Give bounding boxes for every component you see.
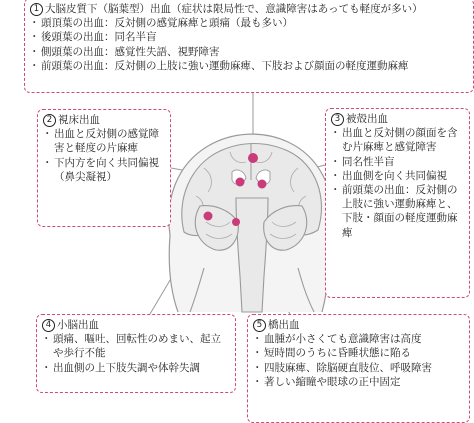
list-item: ・ 著しい縮瞳や眼球の正中固定 xyxy=(253,375,464,389)
callout-pontine-hemorrhage xyxy=(247,314,470,423)
callout-list xyxy=(43,127,165,184)
list-item: ・ 出血と反対側の顔面を含む片麻痺と感覚障害 xyxy=(331,126,464,154)
callout-title xyxy=(42,318,230,332)
hemorrhage-marker-2 xyxy=(236,178,245,187)
hemorrhage-marker-3 xyxy=(258,180,267,189)
callout-thalamic-hemorrhage xyxy=(37,109,171,227)
list-item: ・ 頭痛、嘔吐、回転性のめまい、起立や歩行不能 xyxy=(42,332,230,360)
hemorrhage-marker-5 xyxy=(232,218,240,226)
list-item: ・ 出血側の上下肢失調や体幹失調 xyxy=(42,361,230,375)
list-item: ・ 四肢麻痺、除脳硬直肢位、呼吸障害 xyxy=(253,361,464,375)
list-item: ・ 下内方を向く共同偏視（鼻尖凝視） xyxy=(43,156,165,184)
callout-title xyxy=(43,113,165,127)
callout-number: 5 xyxy=(253,319,266,332)
list-item: ・ 出血と反対側の感覚障害と軽度の片麻痺 xyxy=(43,127,165,155)
list-item: ・ 側頭葉の出血：感覚性失語、視野障害 xyxy=(30,45,468,59)
brainstem xyxy=(236,198,268,312)
callout-title-text: 視床出血 xyxy=(58,114,100,126)
list-item: ・ 前頭葉の出血：反対側の上肢に強い運動麻痺と、下肢・顔面の軽度運動麻痺 xyxy=(331,183,464,240)
callout-title xyxy=(253,318,464,332)
callout-cerebellar-hemorrhage xyxy=(36,314,236,393)
callout-putaminal-hemorrhage xyxy=(325,108,470,298)
list-item: ・ 短時間のうちに昏睡状態に陥る xyxy=(253,346,464,360)
callout-title-text: 大脳皮質下（脳葉型）出血（症状は限局性で、意識障害はあっても軽度が多い） xyxy=(45,3,423,15)
callout-list xyxy=(253,332,464,389)
callout-number: 3 xyxy=(331,113,344,126)
callout-title xyxy=(331,112,464,126)
list-item: ・ 出血側を向く共同偏視 xyxy=(331,169,464,183)
callout-list xyxy=(42,332,230,375)
callout-title-text: 橋出血 xyxy=(268,319,300,331)
callout-number: 4 xyxy=(42,319,55,332)
list-item: ・ 前頭葉の出血：反対側の上肢に強い運動麻痺、下肢および顔面の軽度運動麻痺 xyxy=(30,59,468,73)
callout-cortical-hemorrhage xyxy=(24,0,474,93)
hemorrhage-marker-1 xyxy=(248,153,258,163)
list-item: ・ 同名性半盲 xyxy=(331,155,464,169)
callout-title-text: 被殻出血 xyxy=(346,113,388,125)
list-item: ・ 頭頂葉の出血：反対側の感覚麻痺と頭痛（最も多い） xyxy=(30,16,468,30)
callout-list xyxy=(331,126,464,240)
callout-title xyxy=(30,2,468,16)
hemorrhage-marker-4 xyxy=(204,212,213,221)
callout-title-text: 小脳出血 xyxy=(57,319,99,331)
callout-list xyxy=(30,16,468,73)
list-item: ・ 血腫が小さくても意識障害は高度 xyxy=(253,332,464,346)
callout-number: 2 xyxy=(43,114,56,127)
list-item: ・ 後頭葉の出血：同名半盲 xyxy=(30,30,468,44)
callout-number: 1 xyxy=(30,3,43,16)
